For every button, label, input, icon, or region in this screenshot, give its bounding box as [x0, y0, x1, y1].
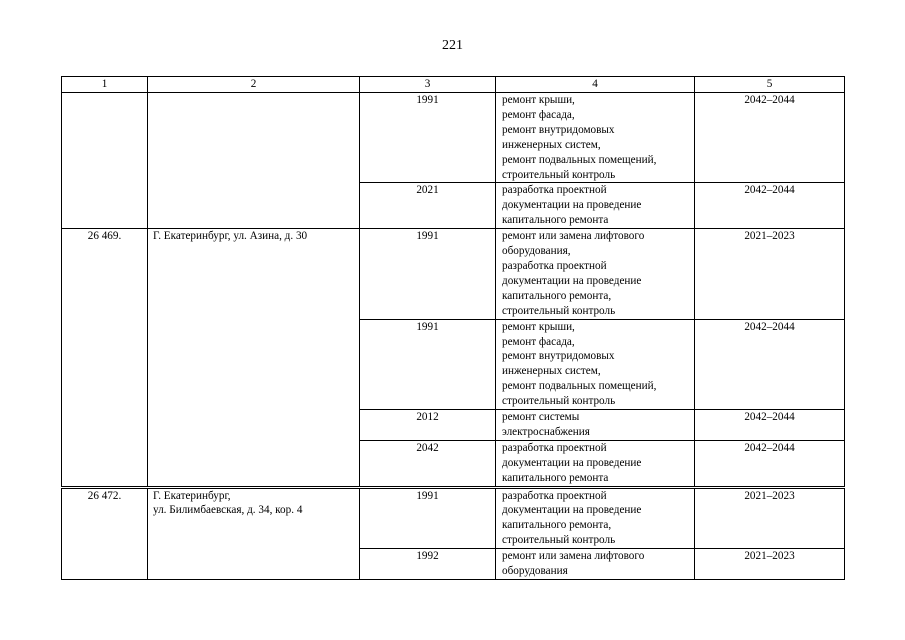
period-cell: 2042–2044 [695, 93, 845, 183]
year-cell: 2012 [360, 410, 496, 441]
address-cell [148, 487, 360, 579]
address-line: Г. Екатеринбург, [153, 489, 231, 502]
period-cell: 2042–2044 [695, 183, 845, 229]
work-item: документации на проведение [502, 199, 642, 212]
repair-schedule-table [61, 76, 845, 580]
work-item: ремонт крыши, [502, 94, 575, 106]
work-item: разработка проектной [502, 489, 607, 502]
work-item: ремонт подвальных помещений, [502, 380, 657, 393]
work-item: электроснабжения [502, 425, 590, 438]
work-item: строительный контроль [502, 168, 616, 181]
column-header: 5 [695, 77, 845, 93]
record-number: 26 472. [62, 487, 148, 579]
address-line: Г. Екатеринбург, ул. Азина, д. 30 [153, 230, 308, 243]
work-item: ремонт системы [502, 411, 580, 424]
work-item: строительный контроль [502, 395, 616, 408]
period-cell: 2042–2044 [695, 410, 845, 441]
works-cell [496, 319, 695, 409]
work-item: документации на проведение [502, 274, 642, 287]
table-row [62, 93, 845, 183]
column-header: 3 [360, 77, 496, 93]
work-item: документации на проведение [502, 504, 642, 517]
work-item: капитального ремонта, [502, 519, 612, 532]
work-item: ремонт фасада, [502, 335, 575, 348]
column-header: 4 [496, 77, 695, 93]
works-cell [496, 229, 695, 319]
year-cell: 2021 [360, 183, 496, 229]
year-cell: 1992 [360, 549, 496, 580]
year-cell: 2042 [360, 440, 496, 487]
works-cell [496, 549, 695, 580]
work-item: ремонт фасада, [502, 108, 575, 121]
address-cell [148, 93, 360, 229]
year-cell: 1991 [360, 487, 496, 549]
work-item: строительный контроль [502, 534, 616, 547]
period-cell: 2021–2023 [695, 229, 845, 319]
work-item: ремонт подвальных помещений, [502, 153, 657, 166]
work-item: документации на проведение [502, 456, 642, 469]
year-cell: 1991 [360, 93, 496, 183]
record-number [62, 93, 148, 229]
work-item: инженерных систем, [502, 365, 601, 378]
work-item: ремонт или замена лифтового [502, 230, 645, 243]
work-item: капитального ремонта, [502, 289, 612, 302]
table-body [62, 77, 845, 580]
works-cell [496, 487, 695, 549]
period-cell: 2042–2044 [695, 440, 845, 487]
work-item: капитального ремонта [502, 471, 609, 484]
year-cell: 1991 [360, 319, 496, 409]
work-item: ремонт или замена лифтового [502, 550, 645, 563]
work-item: ремонт внутридомовых [502, 123, 615, 136]
work-item: строительный контроль [502, 304, 616, 317]
column-header: 2 [148, 77, 360, 93]
period-cell: 2021–2023 [695, 549, 845, 580]
page-number: 221 [442, 38, 463, 53]
address-cell [148, 229, 360, 487]
column-header: 1 [62, 77, 148, 93]
work-item: оборудования, [502, 245, 571, 258]
work-item: инженерных систем, [502, 138, 601, 151]
table-row [62, 487, 845, 549]
year-cell: 1991 [360, 229, 496, 319]
work-item: ремонт внутридомовых [502, 350, 615, 363]
work-item: разработка проектной [502, 259, 607, 272]
works-cell [496, 93, 695, 183]
period-cell: 2021–2023 [695, 487, 845, 549]
work-item: капитального ремонта [502, 214, 609, 227]
works-cell [496, 183, 695, 229]
works-cell [496, 440, 695, 487]
work-item: разработка проектной [502, 441, 607, 454]
work-item: оборудования [502, 565, 568, 578]
period-cell: 2042–2044 [695, 319, 845, 409]
works-cell [496, 410, 695, 441]
record-number: 26 469. [62, 229, 148, 487]
work-item: ремонт крыши, [502, 320, 575, 333]
table-row [62, 229, 845, 319]
header-row [62, 77, 845, 93]
address-line: ул. Билимбаевская, д. 34, кор. 4 [153, 504, 303, 517]
work-item: разработка проектной [502, 184, 607, 197]
